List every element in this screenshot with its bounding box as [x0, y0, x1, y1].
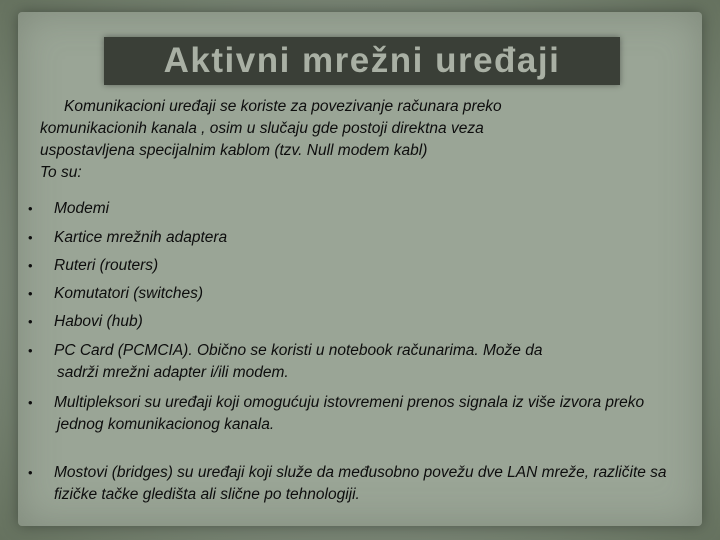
bullet-item-multipleksori [28, 392, 688, 436]
bullet-icon: • [28, 286, 33, 301]
bullet-text-line: sadrži mrežni adapter i/ili modem. [57, 364, 289, 381]
bullet-text [54, 340, 688, 384]
bullet-text-line: Multipleksori su uređaji koji omogućuju istovremeni prenos signala iz više [54, 394, 556, 411]
bullet-text-line: jednog komunikacionog kanala. [57, 416, 275, 433]
bullet-text: Habovi (hub) [54, 313, 143, 330]
bullet-icon: • [28, 201, 33, 216]
bullet-text [54, 462, 688, 506]
bullet-icon: • [28, 230, 33, 245]
bullet-text: Komutatori (switches) [54, 285, 204, 302]
bullet-text: Kartice mrežnih adaptera [54, 229, 228, 246]
bullet-item-pc-card [28, 340, 688, 384]
intro-paragraph [40, 96, 600, 184]
bullet-icon: • [28, 465, 33, 480]
bullet-text: Ruteri (routers) [54, 257, 159, 274]
bullet-text-line: PC Card (PCMCIA). Obično se koristi u notebook računarima. Može da [54, 342, 543, 359]
bullet-icon: • [28, 395, 33, 410]
bullet-item-komutatori [28, 283, 688, 305]
bullet-item-modemi [28, 198, 688, 220]
bullet-text: Modemi [54, 200, 110, 217]
bullet-text-line: izvora preko [559, 394, 645, 411]
bullet-item-habovi [28, 311, 688, 333]
intro-line-1: Komunikacioni uređaji se koriste za povezivanje računara preko [64, 98, 502, 115]
intro-line-2: komunikacionih kanala , osim u slučaju gde postoji direktna veza [40, 120, 484, 137]
bullet-text [54, 392, 688, 436]
bullet-text-line: različite sa fizičke tačke gledišta ali slične po tehnologiji. [54, 464, 667, 503]
intro-line-3: uspostavljena specijalnim kablom (tzv. Null modem kabl) [40, 142, 428, 159]
bullet-icon: • [28, 314, 33, 329]
intro-line-4: To su: [40, 164, 82, 181]
bullet-item-kartice [28, 227, 688, 249]
bullet-text-line: Mostovi (bridges) su uređaji koji služe da međusobno povežu dve LAN mreže, [54, 464, 590, 481]
bullet-icon: • [28, 343, 33, 358]
bullet-icon: • [28, 258, 33, 273]
bullet-item-ruteri [28, 255, 688, 277]
slide-title: Aktivni mrežni uređaji [163, 41, 561, 80]
bullet-item-mostovi [28, 462, 688, 506]
